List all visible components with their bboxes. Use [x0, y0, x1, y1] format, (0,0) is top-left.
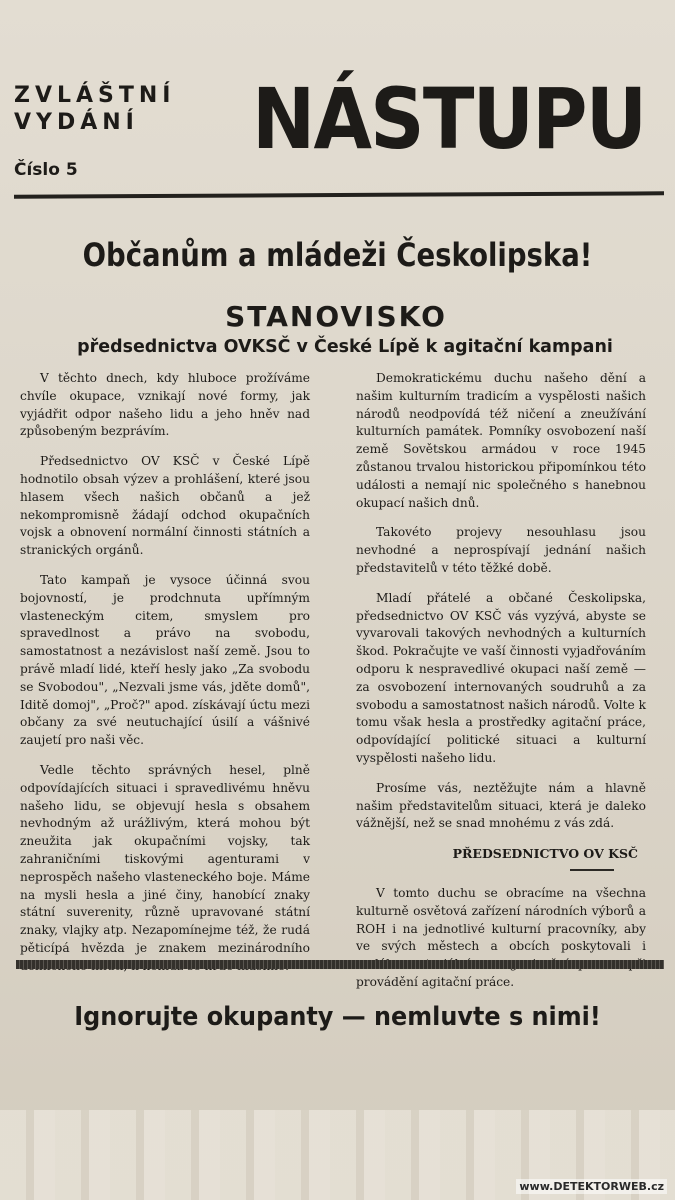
signature: PŘEDSEDNICTVO OV KSČ: [452, 846, 638, 862]
headline: Občanům a mládeži Českolipska!: [82, 236, 593, 274]
paragraph: V těchto dnech, kdy hluboce prožíváme chvíle okupace, vznikají nové formy, jak vyjádřit odpor našeho lidu a jeho hněv nad způsobeným bezprávím.: [20, 371, 310, 439]
paragraph: Předsednictvo OV KSČ v České Lípě hodnotilo obsah výzev a prohlášení, které jsou hlasem všech našich občanů a jež nekompromisně žádají odchod okupačních vojsk a obnovení normální činnosti státních a stranických orgánů.: [20, 454, 310, 558]
edition-line-2: VYDÁNÍ: [14, 110, 139, 135]
final-paragraph: V tomto duchu se obracíme na všechna kulturně osvětová zařízení národních výborů a ROH i na jednotlivé kulturní pracovníky, aby ve svých městech a obcích poskytovali i provádění agitační práce.: [356, 885, 646, 989]
footer-slogan: Ignorujte okupanty — nemluvte s nimi!: [74, 1002, 601, 1032]
signature-divider: [570, 869, 614, 871]
paragraph: Demokratickému duchu našeho dění a našim kulturním tradicím a vyspělosti našich národů neodpovídá též ničení a zneužívání kulturních památek. Pomníky osvobození naší země Sovětskou armádou v roce 1945 zůstanou trvalou historickou připomínkou této události a nemají nic společného s hanebnou okupací našich dnů.: [356, 371, 646, 510]
right-column: [356, 370, 646, 992]
edition-label: [14, 82, 175, 136]
bottom-divider: [16, 960, 664, 969]
paragraph: Tato kampaň je vysoce účinná svou bojovností, je prodchnuta upřímným vlasteneckým citem, smyslem pro spravedlnost a právo na svobodu, samostatnost a nezávislost naší země. Jsou to právě mladí lidé, kteří hesly jako „Za svobodu se Svobodou", „Nezvali jsme vás, jděte domů", Iditě domoj", „Proč?" apod. získávají úctu mezi občany za své neutuchající úsilí a vášnivé zaujetí pro naši věc.: [20, 572, 310, 748]
issue-number: Číslo 5: [14, 160, 78, 180]
paragraph: Takovéto projevy nesouhlasu jsou nevhodné a neprospívají jednání našich představitelů v této těžké době.: [356, 525, 646, 575]
edition-line-1: ZVLÁŠTNÍ: [14, 83, 176, 108]
watermark: www.DETEKTORWEB.cz: [516, 1179, 667, 1194]
masthead: [14, 70, 664, 195]
statement-title: STANOVISKO: [225, 300, 447, 333]
newspaper-title: NÁSTUPU: [252, 70, 646, 168]
final-paragraph-block: [356, 885, 646, 992]
paragraph: Prosíme vás, neztěžujte nám a hlavně našim představitelům situaci, která je daleko vážnější, než se snad mnohému z vás zdá.: [356, 780, 646, 831]
statement-subtitle: předsednictva OVKSČ v České Lípě k agitační kampani: [77, 336, 613, 357]
left-column: [20, 370, 310, 988]
paragraph: Mladí přátelé a občané Českolipska, předsednictvo OV KSČ vás vyzývá, abyste se vyvarovali takových nevhodných a kulturních škod. Pokračujte ve vaší činnosti vyjadřováním odporu k nespravedlivé okupaci naší země — za osvobození internovaných soudruhů a za svobodu a samostatnost našich národů. Volte k tomu však hesla a prostředky agitační práce, odpovídající politické situaci a kulturní vyspělosti našeho lidu.: [356, 590, 647, 765]
paragraph: Vedle těchto správných hesel, plně odpovídajících situaci i spravedlivému hněvu našeho lidu, se objevují hesla s obsahem nevhodným až urážlivým, která mohou být zneužita jak okupačními vojsky, tak zahraničními tiskovými agenturami v neprospěch našeho vlasteneckého boje. Máme na mysli hesla a jiné činy, hanobící znaky státní suverenity, různě upravované státní znaky, vlajky atp. Nezapomínejme též, že rudá pěticípá hvězda je znakem mezinárodního: [20, 762, 310, 955]
